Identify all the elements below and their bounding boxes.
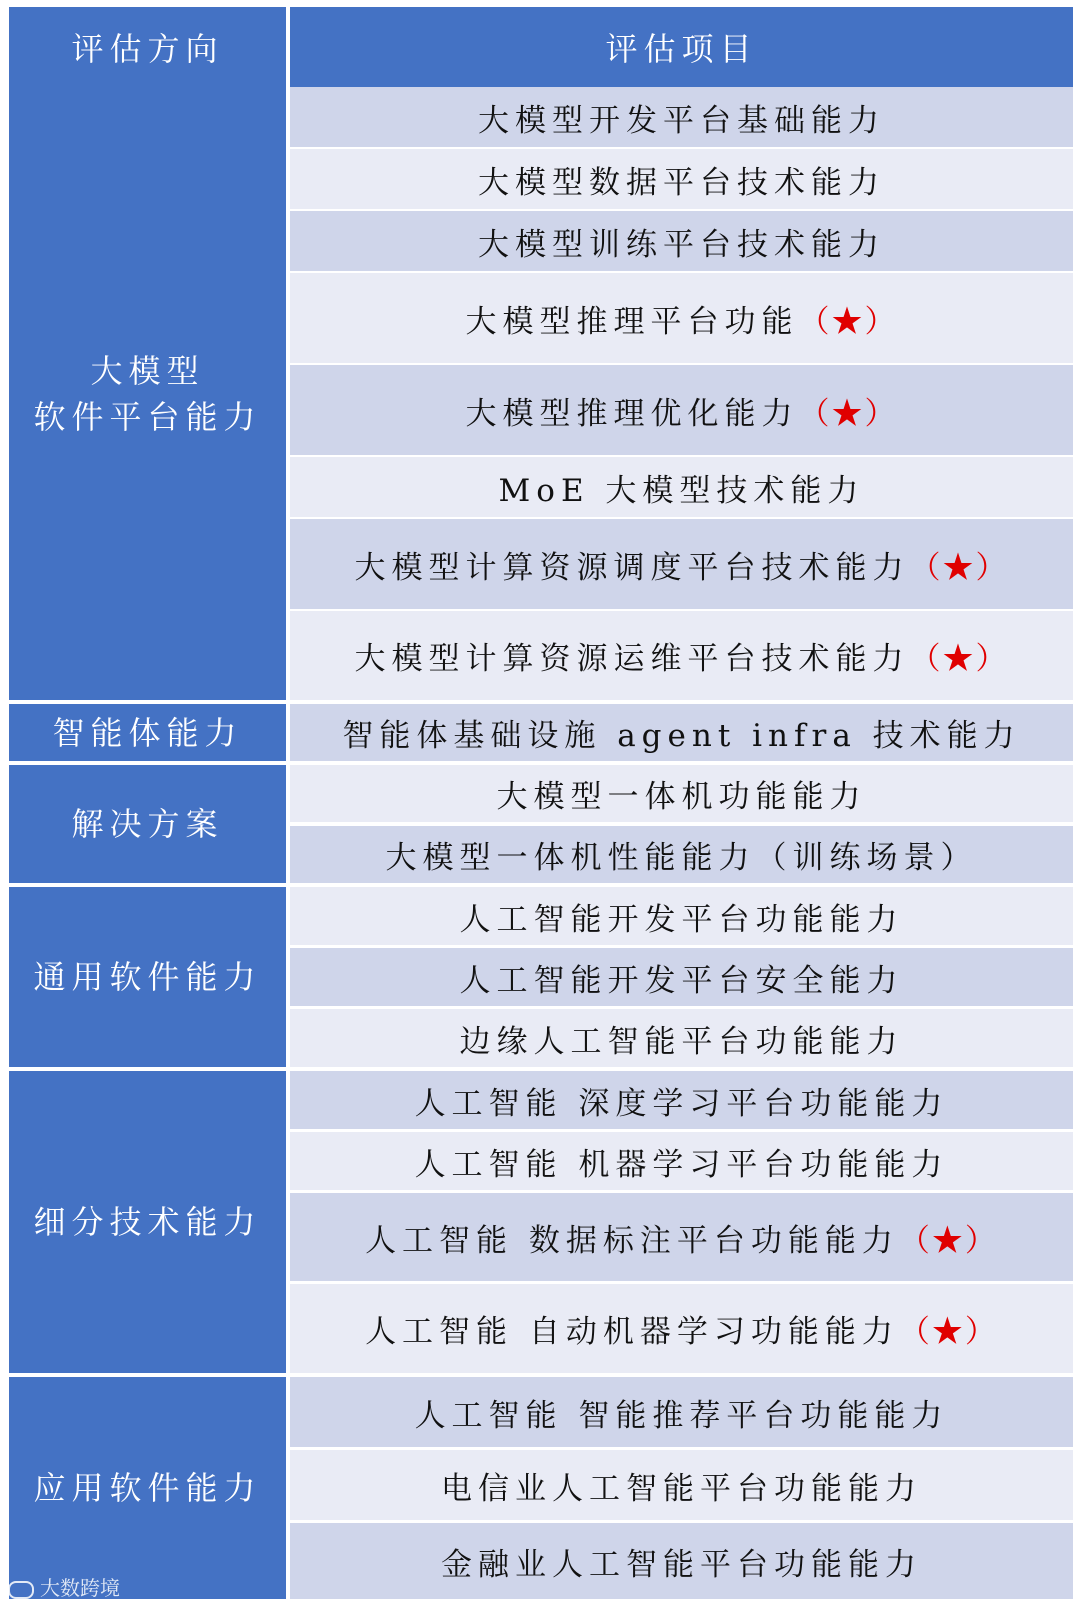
category-label-line: 细分技术能力 xyxy=(33,1203,262,1241)
item-text: 人工智能 自动机器学习功能能力 xyxy=(365,1314,899,1350)
table-row xyxy=(290,887,1073,945)
watermark-text: 大数跨境 xyxy=(40,1576,120,1600)
table-row xyxy=(290,948,1073,1006)
item-text: 电信业人工智能平台功能能力 xyxy=(441,1470,922,1507)
item-text: 大模型一体机功能能力 xyxy=(496,779,867,815)
table-row xyxy=(290,519,1073,609)
table-row xyxy=(290,704,1073,761)
table-row xyxy=(290,826,1073,883)
item-text: 人工智能开发平台功能能力 xyxy=(459,901,904,938)
table-row xyxy=(290,1009,1073,1067)
table-row xyxy=(290,457,1073,517)
watermark-logo-icon xyxy=(8,1581,34,1599)
category-label-line: 应用软件能力 xyxy=(33,1469,262,1507)
evaluation-table xyxy=(9,7,1073,1599)
item-text: 大模型计算资源运维平台技术能力 xyxy=(354,641,910,677)
table-row xyxy=(290,149,1073,209)
table-row xyxy=(290,1132,1073,1190)
star-mark: （★） xyxy=(898,1222,998,1259)
category-label-line: 软件平台能力 xyxy=(33,397,262,436)
table-row xyxy=(290,1071,1073,1129)
table-row xyxy=(290,611,1073,700)
category-label-line: 大模型 xyxy=(90,351,205,390)
item-text: 金融业人工智能平台功能能力 xyxy=(441,1546,922,1583)
table-row xyxy=(290,1284,1073,1373)
category-label-line: 解决方案 xyxy=(71,805,224,843)
item-text: 大模型推理优化能力 xyxy=(465,395,799,432)
item-text: 大模型数据平台技术能力 xyxy=(478,164,885,201)
item-text: 智能体基础设施 agent infra 技术能力 xyxy=(342,718,1021,754)
star-mark: （★） xyxy=(909,549,1009,586)
header-item: 评估项目 xyxy=(290,7,1073,87)
category-general-software xyxy=(9,887,286,1067)
star-mark: （★） xyxy=(898,1314,998,1350)
item-text: 大模型一体机性能能力（训练场景） xyxy=(385,840,978,876)
item-text: 大模型训练平台技术能力 xyxy=(478,226,885,263)
category-label-line: 智能体能力 xyxy=(52,713,243,752)
table-row xyxy=(290,1193,1073,1281)
item-text: 大模型开发平台基础能力 xyxy=(478,102,885,139)
category-solution xyxy=(9,765,286,883)
item-text: 大模型计算资源调度平台技术能力 xyxy=(354,549,910,586)
table-row xyxy=(290,1377,1073,1447)
star-mark: （★） xyxy=(909,641,1009,677)
watermark xyxy=(8,1572,120,1601)
table-row xyxy=(290,87,1073,147)
item-text: 人工智能开发平台安全能力 xyxy=(459,962,904,999)
item-text: 人工智能 深度学习平台功能能力 xyxy=(414,1085,949,1122)
item-text: 人工智能 机器学习平台功能能力 xyxy=(414,1146,949,1183)
star-mark: （★） xyxy=(798,303,898,340)
table-row xyxy=(290,365,1073,455)
item-text: 大模型推理平台功能 xyxy=(465,303,799,340)
item-text: MoE 大模型技术能力 xyxy=(498,472,865,509)
table-row xyxy=(290,273,1073,363)
table-row xyxy=(290,1523,1073,1599)
category-label-line: 通用软件能力 xyxy=(33,958,262,996)
star-mark: （★） xyxy=(798,395,898,432)
table-row xyxy=(290,765,1073,822)
item-text: 人工智能 数据标注平台功能能力 xyxy=(365,1222,899,1259)
category-segmented-tech xyxy=(9,1071,286,1373)
table-row xyxy=(290,211,1073,271)
header-direction: 评估方向 xyxy=(9,7,286,87)
category-application-software xyxy=(9,1377,286,1599)
item-text: 人工智能 智能推荐平台功能能力 xyxy=(414,1397,949,1434)
category-large-model-platform xyxy=(9,87,286,700)
category-agent xyxy=(9,704,286,761)
table-row xyxy=(290,1450,1073,1520)
item-text: 边缘人工智能平台功能能力 xyxy=(459,1023,904,1060)
